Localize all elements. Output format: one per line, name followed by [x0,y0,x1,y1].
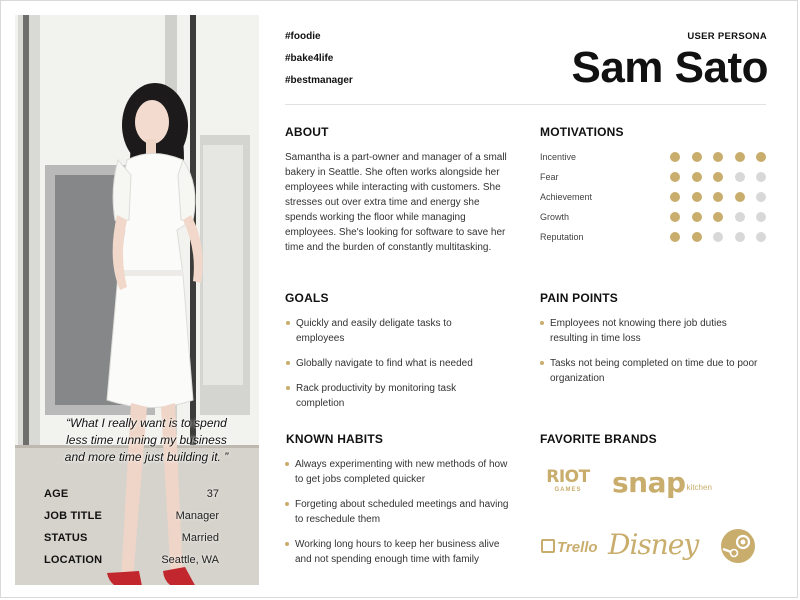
fact-value: Seattle, WA [161,554,219,566]
persona-facts [44,483,219,571]
riot-games-logo [543,468,593,494]
rating-dot-filled [670,232,680,242]
motivation-row [540,187,766,207]
habits-title: KNOWN HABITS [286,432,384,446]
pain-point-item: Employees not knowing there job duties resulting in time loss [539,316,764,346]
motivation-label: Growth [540,212,570,222]
rating-dot-filled [692,192,702,202]
snap-logo-sub: kitchen [686,483,712,492]
trello-logo-text: Trello [557,539,598,556]
hashtag: #foodie [285,31,321,42]
fact-value: 37 [206,488,219,500]
rating-dot-filled [692,212,702,222]
rating-dot-filled [670,152,680,162]
fact-value: Manager [175,510,219,522]
rating-dot-empty [756,232,766,242]
rating-dot-filled [670,212,680,222]
rating-dot-filled [735,192,745,202]
motivations-list [540,147,766,247]
rating-dot-filled [756,152,766,162]
rating-dot-filled [692,172,702,182]
fact-age [44,483,219,505]
about-text: Samantha is a part-owner and manager of a small bakery in Seattle. She often works alongside her employees while interacting with customers. She stresses out over extra time and energy she spends working the floor while managing employees. She's looking for software to save her time and the burden of constantly multitasking. [285,152,507,253]
rating-dot-filled [692,152,702,162]
rating-dot-empty [735,232,745,242]
hashtag: #bake4life [285,53,334,64]
motivation-label: Fear [540,172,559,182]
persona-quote: “What I really want is to spend less time running my business and more time just building it. ” [64,416,229,464]
rating-dot-filled [735,152,745,162]
rating-dot-filled [670,192,680,202]
motivation-row [540,227,766,247]
riot-logo-main: RIOT [546,467,590,487]
goals-list [285,316,500,421]
snap-kitchen-logo [612,468,712,498]
persona-label: USER PERSONA [687,31,767,42]
pain-points-title: PAIN POINTS [540,291,618,305]
pain-points-list [539,316,764,396]
motivations-title: MOTIVATIONS [540,125,624,139]
motivation-label: Achievement [540,192,593,202]
rating-dot-empty [713,232,723,242]
rating-dot-filled [713,152,723,162]
hashtag-list [285,30,353,96]
fact-label: AGE [44,488,69,500]
motivation-row [540,147,766,167]
habits-list [284,457,509,577]
rating-dot-empty [735,212,745,222]
trello-logo [541,539,598,556]
rating-dot-filled [713,192,723,202]
fact-label: JOB TITLE [44,510,103,522]
motivation-rating [659,192,767,202]
habit-item: Always experimenting with new methods of how to get jobs completed quicker [284,457,509,487]
motivation-rating [659,172,767,182]
goal-item: Quickly and easily deligate tasks to employees [285,316,500,346]
persona-name: Sam Sato [571,43,768,92]
brands-title: FAVORITE BRANDS [540,432,657,446]
habit-item: Forgeting about scheduled meetings and having to reschedule them [284,497,509,527]
fact-job-title [44,505,219,527]
motivation-label: Reputation [540,232,584,242]
header-divider [285,104,766,105]
motivation-rating [659,232,767,242]
rating-dot-empty [735,172,745,182]
motivation-label: Incentive [540,152,577,162]
pain-point-item: Tasks not being completed on time due to poor organization [539,356,764,386]
rating-dot-empty [756,172,766,182]
disney-logo: Disney [608,528,699,561]
steam-icon-graphic [720,528,756,564]
goal-item: Rack productivity by monitoring task completion [285,381,500,411]
riot-logo-sub: GAMES [554,487,582,493]
rating-dot-empty [756,212,766,222]
snap-logo-main: snap [612,466,686,499]
fact-label: STATUS [44,532,88,544]
habit-item: Working long hours to keep her business alive and not spending enough time with family [284,537,509,567]
fact-location [44,549,219,571]
motivation-rating [659,212,767,222]
steam-icon [720,528,756,564]
fact-status [44,527,219,549]
rating-dot-filled [713,212,723,222]
goal-item: Globally navigate to find what is needed [285,356,500,371]
trello-board-icon [541,539,555,553]
rating-dot-empty [756,192,766,202]
rating-dot-filled [670,172,680,182]
hashtag: #bestmanager [285,75,353,86]
rating-dot-filled [692,232,702,242]
goals-title: GOALS [285,291,329,305]
about-title: ABOUT [285,125,329,139]
rating-dot-filled [713,172,723,182]
fact-label: LOCATION [44,554,103,566]
motivation-row [540,167,766,187]
motivation-rating [659,152,767,162]
motivation-row [540,207,766,227]
fact-value: Married [181,532,219,544]
